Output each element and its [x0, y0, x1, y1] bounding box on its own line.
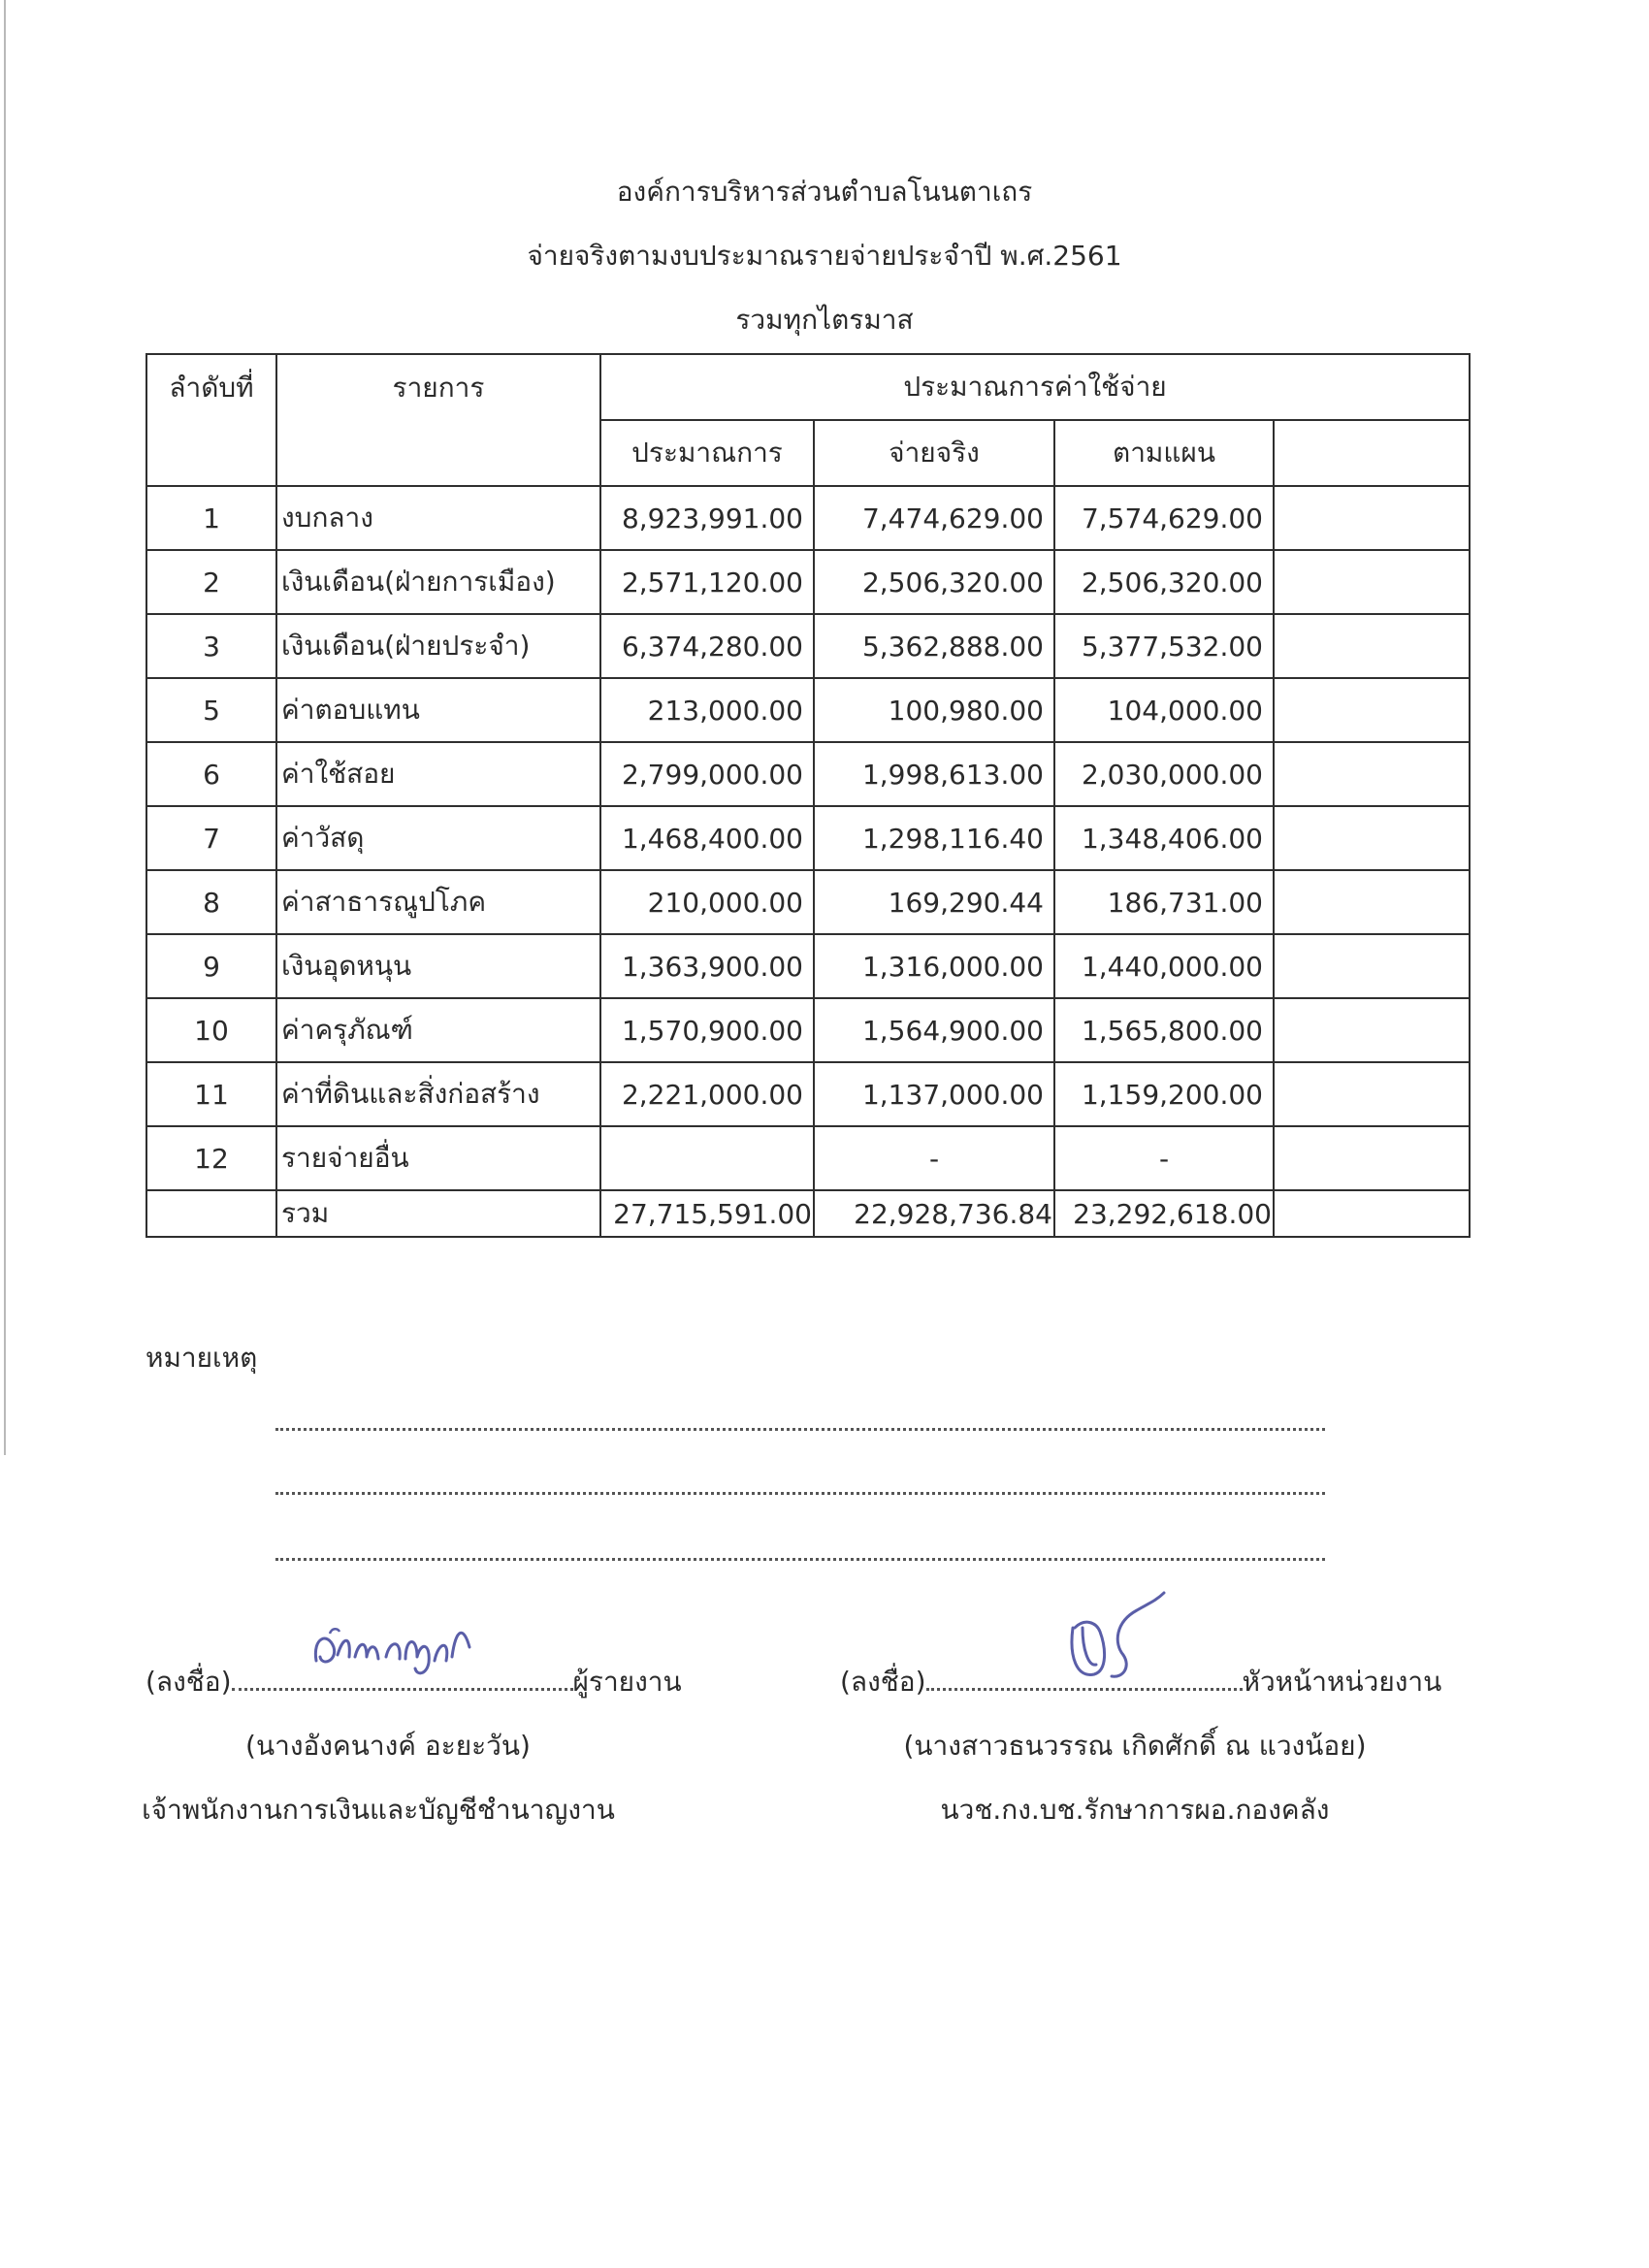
remarks-line — [275, 1558, 1325, 1561]
row-plan: 186,731.00 — [1054, 870, 1274, 934]
reporter-position: เจ้าพนักงานการเงินและบัญชีชำนาญงาน — [142, 1794, 615, 1826]
row-blank — [1274, 934, 1470, 998]
total-plan: 23,292,618.00 — [1054, 1190, 1274, 1237]
row-number: 1 — [146, 486, 276, 550]
row-actual: - — [814, 1126, 1054, 1190]
handwritten-signature-right — [1063, 1589, 1170, 1686]
row-plan: 104,000.00 — [1054, 678, 1274, 742]
row-number: 8 — [146, 870, 276, 934]
row-actual: 1,316,000.00 — [814, 934, 1054, 998]
table-row — [146, 614, 1470, 678]
row-blank — [1274, 806, 1470, 870]
row-blank — [1274, 870, 1470, 934]
row-blank — [1274, 742, 1470, 806]
row-actual: 1,998,613.00 — [814, 742, 1054, 806]
row-actual: 1,137,000.00 — [814, 1062, 1054, 1126]
row-item: งบกลาง — [276, 486, 600, 550]
row-actual: 1,564,900.00 — [814, 998, 1054, 1062]
handwritten-signature-left — [308, 1618, 483, 1684]
row-item: ค่าใช้สอย — [276, 742, 600, 806]
scan-edge — [4, 0, 6, 1455]
header-plan: ตามแผน — [1054, 420, 1274, 486]
row-plan: 1,440,000.00 — [1054, 934, 1274, 998]
total-row — [146, 1190, 1470, 1237]
remarks-line — [275, 1492, 1325, 1495]
table-row — [146, 1126, 1470, 1190]
head-position: นวช.กง.บช.รักษาการผอ.กองคลัง — [940, 1794, 1330, 1826]
row-number: 11 — [146, 1062, 276, 1126]
row-plan: 7,574,629.00 — [1054, 486, 1274, 550]
header-estimate: ประมาณการ — [600, 420, 814, 486]
table-row — [146, 742, 1470, 806]
table-row — [146, 998, 1470, 1062]
header-blank — [1274, 420, 1470, 486]
row-item: รายจ่ายอื่น — [276, 1126, 600, 1190]
report-subtitle: รวมทุกไตรมาส — [735, 304, 914, 336]
row-estimate: 2,799,000.00 — [600, 742, 814, 806]
sign-prefix: (ลงชื่อ) — [840, 1666, 926, 1698]
row-actual: 2,506,320.00 — [814, 550, 1054, 614]
row-item: ค่าสาธารณูปโภค — [276, 870, 600, 934]
row-estimate: 6,374,280.00 — [600, 614, 814, 678]
row-blank — [1274, 486, 1470, 550]
row-blank — [1274, 678, 1470, 742]
row-plan: - — [1054, 1126, 1274, 1190]
row-actual: 169,290.44 — [814, 870, 1054, 934]
header-expense-group: ประมาณการค่าใช้จ่าย — [600, 354, 1470, 420]
row-blank — [1274, 614, 1470, 678]
row-estimate: 1,363,900.00 — [600, 934, 814, 998]
table-row — [146, 870, 1470, 934]
row-estimate — [600, 1126, 814, 1190]
row-number: 7 — [146, 806, 276, 870]
row-plan: 1,159,200.00 — [1054, 1062, 1274, 1126]
row-item: ค่าครุภัณฑ์ — [276, 998, 600, 1062]
row-actual: 1,298,116.40 — [814, 806, 1054, 870]
row-plan: 1,565,800.00 — [1054, 998, 1274, 1062]
report-title: จ่ายจริงตามงบประมาณรายจ่ายประจำปี พ.ศ.2561 — [527, 240, 1122, 272]
row-blank — [1274, 1126, 1470, 1190]
reporter-role: ผู้รายงาน — [572, 1666, 682, 1698]
row-plan: 1,348,406.00 — [1054, 806, 1274, 870]
remarks-line — [275, 1428, 1325, 1431]
organization-title: องค์การบริหารส่วนตำบลโนนตาเถร — [616, 176, 1033, 208]
row-number: 9 — [146, 934, 276, 998]
row-plan: 2,506,320.00 — [1054, 550, 1274, 614]
table-row — [146, 806, 1470, 870]
table-row — [146, 1062, 1470, 1126]
row-item: ค่าตอบแทน — [276, 678, 600, 742]
row-item: ค่าวัสดุ — [276, 806, 600, 870]
row-estimate: 210,000.00 — [600, 870, 814, 934]
row-estimate: 1,570,900.00 — [600, 998, 814, 1062]
row-estimate: 2,571,120.00 — [600, 550, 814, 614]
total-estimate: 27,715,591.00 — [600, 1190, 814, 1237]
row-plan: 2,030,000.00 — [1054, 742, 1274, 806]
total-label: รวม — [276, 1190, 600, 1237]
row-estimate: 213,000.00 — [600, 678, 814, 742]
table-row — [146, 934, 1470, 998]
row-item: เงินอุดหนุน — [276, 934, 600, 998]
table-row — [146, 486, 1470, 550]
header-no: ลำดับที่ — [146, 354, 276, 486]
row-number: 6 — [146, 742, 276, 806]
row-number: 2 — [146, 550, 276, 614]
reporter-name: (นางอังคนางค์ อะยะวัน) — [245, 1730, 531, 1762]
row-plan: 5,377,532.00 — [1054, 614, 1274, 678]
row-actual: 5,362,888.00 — [814, 614, 1054, 678]
row-item: เงินเดือน(ฝ่ายการเมือง) — [276, 550, 600, 614]
total-actual: 22,928,736.84 — [814, 1190, 1054, 1237]
row-estimate: 2,221,000.00 — [600, 1062, 814, 1126]
expense-table — [146, 353, 1471, 1238]
row-blank — [1274, 1062, 1470, 1126]
row-blank — [1274, 998, 1470, 1062]
sign-prefix: (ลงชื่อ) — [146, 1666, 232, 1698]
row-estimate: 8,923,991.00 — [600, 486, 814, 550]
header-item: รายการ — [276, 354, 600, 486]
remarks-label: หมายเหตุ — [146, 1342, 258, 1374]
row-actual: 100,980.00 — [814, 678, 1054, 742]
head-role: หัวหน้าหน่วยงาน — [1242, 1666, 1442, 1698]
row-number: 12 — [146, 1126, 276, 1190]
row-actual: 7,474,629.00 — [814, 486, 1054, 550]
row-number: 3 — [146, 614, 276, 678]
header-actual: จ่ายจริง — [814, 420, 1054, 486]
row-item: ค่าที่ดินและสิ่งก่อสร้าง — [276, 1062, 600, 1126]
row-blank — [1274, 550, 1470, 614]
head-name: (นางสาวธนวรรณ เกิดศักดิ์ ณ แวงน้อย) — [903, 1730, 1367, 1762]
row-number: 10 — [146, 998, 276, 1062]
table-row — [146, 678, 1470, 742]
row-number: 5 — [146, 678, 276, 742]
row-estimate: 1,468,400.00 — [600, 806, 814, 870]
table-row — [146, 550, 1470, 614]
row-item: เงินเดือน(ฝ่ายประจำ) — [276, 614, 600, 678]
